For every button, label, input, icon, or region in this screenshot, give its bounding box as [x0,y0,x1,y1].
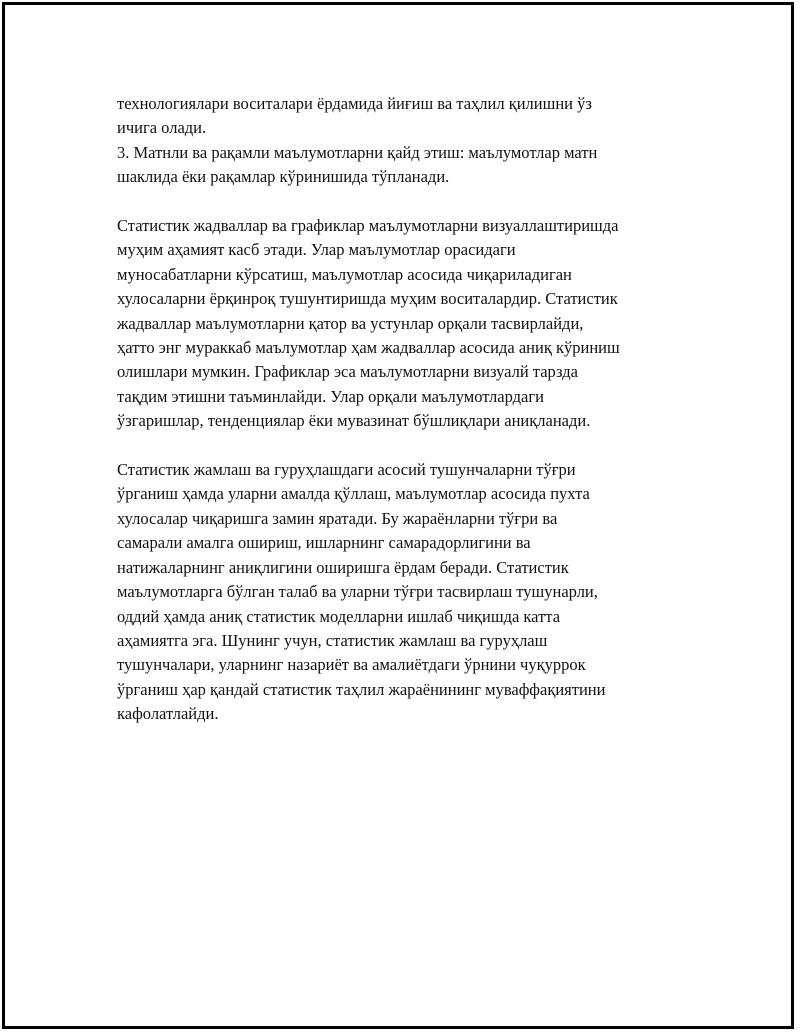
text-line: ичига олади. [117,118,207,138]
text-line: муносабатларни кўрсатиш, маълумотлар асосида чиқариладиган [117,264,572,284]
text-line: натижаларнинг аниқлигини оширишга ёрдам беради. Статистик [117,557,569,577]
text-line: кафолатлайди. [117,704,219,724]
text-line: тушунчалари, уларнинг назариёт ва амалиётдаги ўрнини чуқуррок [117,655,586,675]
text-line: муҳим аҳамият касб этади. Улар маълумотлар орасидаги [117,240,516,260]
text-line: технологиялари воситалари ёрдамида йиғиш ва таҳлил қилишни ўз [117,94,592,113]
text-line: оддий ҳамда аниқ статистик моделларни ишлаб чиқишда катта [117,606,561,626]
text-line: ўрганиш ҳамда уларни амалда қўллаш, маълумотлар асосида пухта [117,484,590,504]
text-line: шаклида ёки рақамлар кўринишида тўпланади. [117,167,450,187]
text-line: олишлари мумкин. Графиклар эса маълумотларни визуалй тарзда [117,362,578,382]
text-line: ўрганиш ҳар қандай статистик таҳлил жараёнининг муваффақиятини [117,679,606,699]
paragraph-tables-graphs [117,214,697,434]
text-line: хулосаларни ёрқинроқ тушунтиришда муҳим воситалардир. Статистик [117,289,618,309]
paragraph-spacer [117,434,697,458]
text-line: жадваллар маълумотларни қатор ва устунлар орқали тасвирлайди, [117,313,584,333]
text-line: тақдим этишни таъминлайди. Улар орқали маълумотлардаги [117,386,544,406]
text-line: ҳатто энг мураккаб маълумотлар ҳам жадваллар асосида аниқ кўриниш [117,338,620,358]
text-line: 3. Матнли ва рақамли маълумотларни қайд этиш: маълумотлар матн [117,142,598,162]
text-line: аҳамиятга эга. Шунинг учун, статистик жамлаш ва гуруҳлаш [117,630,548,650]
text-line: ўзгаришлар, тенденциялар ёки мувазинат бўшлиқлари аниқланади. [117,411,591,431]
text-line: Статистик жадваллар ва графиклар маълумотларни визуаллаштиришда [117,216,619,236]
paragraph-grouping-conclusion [117,458,697,726]
paragraph-spacer [117,190,697,214]
text-line: Статистик жамлаш ва гуруҳлашдаги асосий тушунчаларни тўғри [117,460,576,480]
document-body [117,92,697,727]
text-line: самарали амалга ошириш, ишларнинг самарадорлигини ва [117,533,531,553]
text-line: хулосалар чиқаришга замин яратади. Бу жараёнларни тўғри ва [117,508,558,528]
paragraph-data-collection [117,92,697,190]
text-line: маълумотларга бўлган талаб ва уларни тўғри тасвирлаш тушунарли, [117,582,598,602]
